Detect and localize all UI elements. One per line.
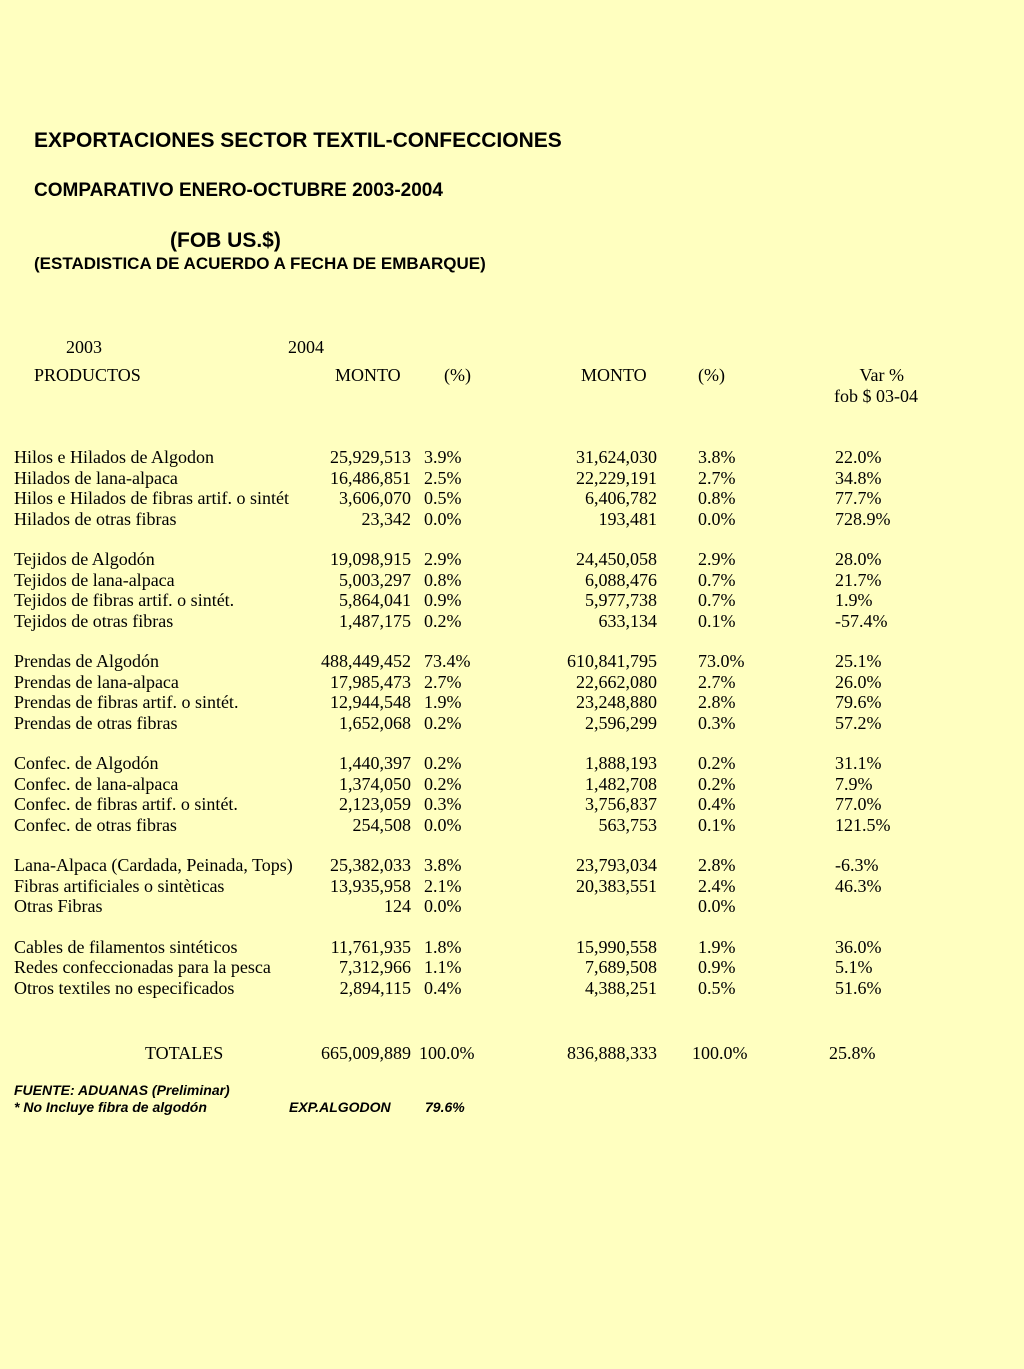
product-name: Confec. de lana-alpaca [14,773,179,794]
table-row [0,855,1024,876]
var-pct: 121.5% [835,814,891,835]
product-name: Cables de filamentos sintéticos [14,936,238,957]
table-row [0,978,1024,999]
monto-2003: 3,606,070 [339,488,411,508]
pct-2004: 2.9% [698,549,736,569]
monto-2004: 20,383,551 [576,875,657,896]
var-pct: -57.4% [835,610,888,631]
pct-2004: 2.7% [698,671,736,692]
var-pct: 1.9% [835,590,873,610]
totals-pct-2004: 100.0% [692,1043,748,1063]
pct-2004: 73.0% [698,651,745,671]
pct-2003: 73.4% [424,651,471,671]
monto-2004: 22,229,191 [576,467,657,488]
products-header: PRODUCTOS [34,365,141,385]
monto-2003: 1,487,175 [339,610,411,631]
monto-2004: 7,689,508 [585,957,657,977]
pct-2003: 3.9% [424,447,462,467]
var-pct: 77.0% [835,794,882,814]
monto-2003-header: MONTO [335,365,401,385]
table-row [0,488,1024,509]
pct-2004: 0.8% [698,488,736,508]
pct-2004: 0.0% [698,508,736,529]
pct-2003: 0.0% [424,814,462,835]
product-name: Hilos e Hilados de fibras artif. o sintét [14,488,289,508]
table-row [0,774,1024,795]
monto-2003: 11,761,935 [330,936,411,957]
monto-2004: 5,977,738 [585,590,657,610]
pct-2003: 0.4% [424,977,462,998]
product-name: Prendas de Algodón [14,651,159,671]
monto-2003: 19,098,915 [330,549,411,569]
monto-2004: 6,088,476 [585,569,657,590]
pct-2004: 0.3% [698,712,736,733]
totals-row [0,1043,1024,1064]
totals-pct-2003: 100.0% [419,1043,475,1063]
pct-2003: 0.2% [424,773,462,794]
monto-2003: 17,985,473 [330,671,411,692]
monto-2003: 254,508 [352,814,411,835]
table-row [0,876,1024,897]
monto-2003: 2,123,059 [339,794,411,814]
pct-2003-header: (%) [444,365,471,385]
pct-2003: 0.0% [424,508,462,529]
var-pct: 5.1% [835,957,873,977]
product-name: Tejidos de lana-alpaca [14,569,175,590]
totals-label: TOTALES [145,1043,224,1063]
pct-2004: 0.7% [698,569,736,590]
pct-2003: 1.8% [424,936,462,957]
monto-2004: 563,753 [598,814,657,835]
monto-2004-header: MONTO [581,365,647,385]
product-name: Confec. de Algodón [14,753,159,773]
pct-2003: 0.8% [424,569,462,590]
product-name: Confec. de fibras artif. o sintét. [14,794,238,814]
table-row [0,549,1024,570]
monto-2003: 12,944,548 [330,692,411,712]
var-pct: 36.0% [835,936,882,957]
pct-2004: 2.7% [698,467,736,488]
table-row [0,753,1024,774]
monto-2004: 3,756,837 [585,794,657,814]
monto-2004: 22,662,080 [576,671,657,692]
var-pct: 79.6% [835,692,882,712]
pct-2004: 2.4% [698,875,736,896]
product-name: Hilados de otras fibras [14,508,177,529]
monto-2003: 16,486,851 [330,467,411,488]
product-name: Tejidos de Algodón [14,549,155,569]
table-row [0,651,1024,672]
table-row [0,957,1024,978]
var-pct: -6.3% [835,855,879,875]
var-pct: 77.7% [835,488,882,508]
monto-2003: 1,440,397 [339,753,411,773]
var-subheader: fob $ 03-04 [834,386,918,406]
pct-2004: 0.7% [698,590,736,610]
table-row [0,692,1024,713]
monto-2004: 633,134 [598,610,657,631]
pct-2003: 0.2% [424,753,462,773]
pct-2003: 2.9% [424,549,462,569]
year-2004-header: 2004 [288,337,324,357]
table-row [0,937,1024,958]
monto-2003: 488,449,452 [321,651,411,671]
pct-2004: 0.4% [698,794,736,814]
monto-2004: 2,596,299 [585,712,657,733]
year-2003-header: 2003 [66,337,102,357]
table-row [0,815,1024,836]
totals-monto-2003: 665,009,889 [321,1043,411,1063]
table-row [0,590,1024,611]
var-pct: 21.7% [835,569,882,590]
totals-monto-2004: 836,888,333 [567,1043,657,1063]
statistics-note: (ESTADISTICA DE ACUERDO A FECHA DE EMBARQUE) [34,254,486,273]
product-name: Tejidos de fibras artif. o sintét. [14,590,235,610]
monto-2004: 24,450,058 [576,549,657,569]
table-row [0,794,1024,815]
product-name: Otros textiles no especificados [14,977,235,998]
table-row [0,672,1024,693]
var-pct: 22.0% [835,447,882,467]
pct-2004: 2.8% [698,855,736,875]
var-pct: 28.0% [835,549,882,569]
table-row [0,468,1024,489]
product-name: Redes confeccionadas para la pesca [14,957,271,977]
table-row [0,509,1024,530]
pct-2003: 2.7% [424,671,462,692]
pct-2003: 0.5% [424,488,462,508]
table-row [0,447,1024,468]
var-header: Var % [859,365,904,385]
monto-2004: 1,482,708 [585,773,657,794]
monto-2004: 1,888,193 [585,753,657,773]
pct-2003: 0.9% [424,590,462,610]
product-name: Hilados de lana-alpaca [14,467,178,488]
product-name: Hilos e Hilados de Algodon [14,447,214,467]
product-name: Prendas de fibras artif. o sintét. [14,692,239,712]
pct-2003: 0.3% [424,794,462,814]
monto-2003: 5,864,041 [339,590,411,610]
pct-2004: 2.8% [698,692,736,712]
monto-2004: 4,388,251 [585,977,657,998]
monto-2004: 15,990,558 [576,936,657,957]
var-pct: 31.1% [835,753,882,773]
pct-2004: 0.1% [698,814,736,835]
currency-note: (FOB US.$) [170,229,281,252]
pct-2003: 3.8% [424,855,462,875]
product-name: Confec. de otras fibras [14,814,177,835]
monto-2004: 193,481 [598,508,657,529]
monto-2003: 2,894,115 [339,977,411,998]
product-name: Fibras artificiales o sintèticas [14,875,225,896]
table-row [0,570,1024,591]
var-pct: 46.3% [835,875,882,896]
monto-2004: 610,841,795 [567,651,657,671]
pct-2004: 0.1% [698,610,736,631]
var-pct: 26.0% [835,671,882,692]
product-name: Tejidos de otras fibras [14,610,174,631]
pct-2004: 0.9% [698,957,736,977]
pct-2003: 0.0% [424,896,462,916]
monto-2003: 23,342 [361,508,411,529]
totals-var: 25.8% [829,1043,876,1063]
product-name: Lana-Alpaca (Cardada, Peinada, Tops) [14,855,293,875]
monto-2004: 23,248,880 [576,692,657,712]
var-pct: 728.9% [835,508,891,529]
monto-2004: 31,624,030 [576,447,657,467]
monto-2003: 1,652,068 [339,712,411,733]
var-pct: 7.9% [835,773,873,794]
monto-2004: 23,793,034 [576,855,657,875]
pct-2004: 0.2% [698,753,736,773]
pct-2004: 0.0% [698,896,736,916]
pct-2003: 2.5% [424,467,462,488]
table-row [0,896,1024,917]
var-pct: 57.2% [835,712,882,733]
table-row [0,713,1024,734]
exclusion-note: * No Incluye fibra de algodón [14,1099,207,1115]
page-title: EXPORTACIONES SECTOR TEXTIL-CONFECCIONES [34,129,562,152]
product-name: Prendas de lana-alpaca [14,671,179,692]
page-subtitle: COMPARATIVO ENERO-OCTUBRE 2003-2004 [34,180,443,201]
var-pct: 34.8% [835,467,882,488]
pct-2004: 0.5% [698,977,736,998]
source-note: FUENTE: ADUANAS (Preliminar) [14,1082,230,1098]
monto-2003: 13,935,958 [330,875,411,896]
pct-2004: 1.9% [698,936,736,957]
product-name: Otras Fibras [14,896,103,916]
exp-algodon-label: EXP.ALGODON [289,1099,391,1115]
monto-2003: 25,382,033 [330,855,411,875]
monto-2003: 5,003,297 [339,569,411,590]
pct-2004-header: (%) [698,365,725,385]
product-name: Prendas de otras fibras [14,712,178,733]
pct-2003: 0.2% [424,610,462,631]
pct-2003: 0.2% [424,712,462,733]
pct-2004: 3.8% [698,447,736,467]
pct-2003: 2.1% [424,875,462,896]
monto-2004: 6,406,782 [585,488,657,508]
var-pct: 51.6% [835,977,882,998]
monto-2003: 1,374,050 [339,773,411,794]
exp-algodon-value: 79.6% [425,1099,465,1115]
monto-2003: 7,312,966 [339,957,411,977]
table-row [0,611,1024,632]
pct-2004: 0.2% [698,773,736,794]
pct-2003: 1.1% [424,957,462,977]
monto-2003: 25,929,513 [330,447,411,467]
pct-2003: 1.9% [424,692,462,712]
monto-2003: 124 [384,896,411,916]
var-pct: 25.1% [835,651,882,671]
